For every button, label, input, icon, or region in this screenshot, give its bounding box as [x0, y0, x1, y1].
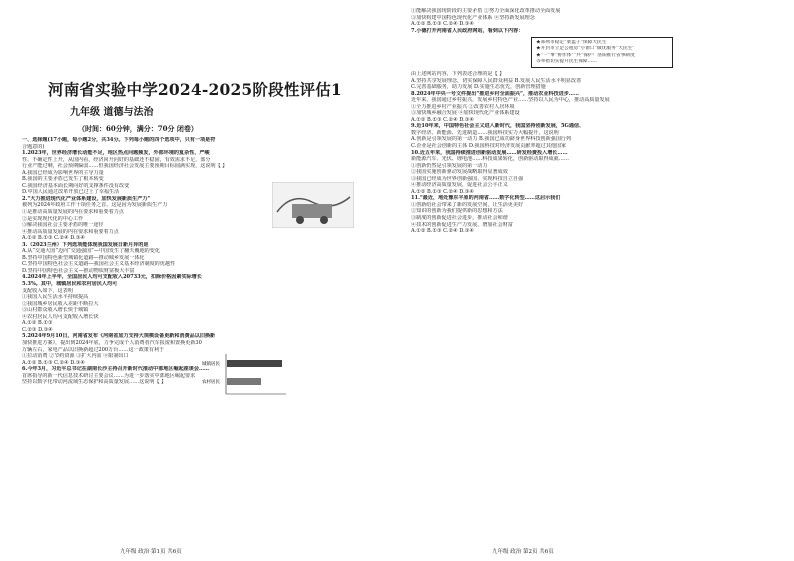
left-lines-line: 2.“大力推进现代化产业体系建设，加快发展新质生产力”: [22, 195, 151, 202]
left-lines-line: ②我国城乡居民收入差距不断拉大: [22, 300, 99, 307]
income-chart: [200, 352, 288, 396]
subject-line: 九年级 道德与法治: [70, 107, 154, 118]
left-lines-line: 5.3%。其中，城镇居民和农村居民人均可: [22, 281, 118, 288]
right-lines-line: A.坚持共享发展理念，切实保障人民群众利益 B.发展人民生活水平明显改善: [411, 77, 582, 84]
right-lines-line: 8.2024年中央一号文件提出“推进乡村全面振兴”，推动农业科技进步……: [411, 90, 579, 97]
left-lines-line: ①是推动高质量发展的内在要求和重要着力点: [22, 209, 124, 216]
left-lines-line: A.①② B.①③ C.②④ D.③④: [22, 359, 85, 366]
left-lines-line: 4.2024年上半年，全国居民人均可支配收入20733元，扣除价格因素实际增长: [22, 274, 202, 281]
right-lines-line: ③制度的创新促进社会进步，推动社会和谐: [411, 215, 508, 222]
right-lines-line: A.创新是引领发展的第一动力 B.我国已成功跻身世界科技创新强国行列: [411, 136, 571, 143]
left-lines-line: B.坚持中国特色新型城镇化道路—推动城乡发展一体化: [22, 254, 145, 261]
right-lines-line: A.①② B.①③ C.②④ D.③④: [411, 228, 474, 235]
right-lines-line: ②知识的创新为我们提供新的思想和方法: [411, 208, 503, 215]
page-title: 河南省实验中学2024-2025阶段性评估1: [48, 80, 342, 99]
right-lines-line: ②我国实施创新驱动发展战略取得显著成效: [411, 169, 508, 176]
left-lines-line: 6.今年3月，习近平总书记在湖南长沙主持召开新时代推动中部地区崛起座谈会……: [22, 366, 210, 373]
left-lines-line: 首席指导的新一代信息技术研讨主要会议……为进一步落实中部地区崛起要求: [22, 372, 196, 379]
right-lines-top-line: 7.小德打开河南省人民政府网站，看到以下内容：: [411, 27, 524, 34]
box-lines-line: 等举措切实提升民生保障……: [536, 58, 597, 64]
left-lines-line: 一、选择题(17小题，每小题2分，共34分。下列每小题的四个选项中，只有一项是符: [22, 137, 216, 143]
left-lines-line: 支配收入如下，这表明: [22, 287, 73, 294]
city-bar: [227, 360, 282, 367]
right-lines-line: C.企业是社会创新的主体 D.我国科技对经济发展贡献率超过其他国家: [411, 143, 567, 150]
illustration-image: [272, 182, 354, 228]
right-lines-line: ①创新仍然是引领发展的第一动力: [411, 162, 488, 169]
left-questions: [22, 137, 389, 386]
rural-label: 农村居民: [202, 380, 220, 385]
left-lines-line: C.坚持中国特色社会主义道路—我国社会主义基本经济制度的优越性: [22, 261, 176, 268]
city-label: 城镇居民: [202, 362, 220, 367]
left-lines-line: 5.2024年9月10日，河南省发布《河南省加力支持大规模设备更新和消费品以旧换新: [22, 333, 216, 340]
left-lines-line: ②是实现现代化的中心工作: [22, 215, 84, 222]
left-lines-line: A.①② B.①③: [22, 320, 53, 327]
left-lines-line: ④农村居民人均可支配收入增长快: [22, 313, 99, 320]
right-lines-line: 10.近五年来，我国持续推进创新驱动发展……研发经费投入增长……: [411, 149, 568, 156]
left-lines-line: A.我国已经成为影响世界的主导力量: [22, 169, 104, 176]
left-lines-line: 1.2023年，世界经济增长动能不足，地区热点问题频发，外部环境的复杂性、严峻: [22, 150, 210, 157]
left-lines-line: 3.（2023兰州）下列选项能体现我国发展日新月异的是: [22, 241, 149, 248]
right-lines-top-line: A.①② B.①③ C.②④ D.③④: [411, 21, 474, 28]
left-lines-line: C.我国经济基本面长期向好的支撑条件没有改变: [22, 182, 130, 189]
left-lines-line: A.①② B.①③ C.②④ D.③④: [22, 235, 85, 242]
left-lines-line: ③解决我国社会主要矛盾的唯一途径: [22, 222, 104, 229]
left-lines-line: 行业产能过剩，社会预期偏弱……但我国经济社会发展主要预期目标圆满实现，这说明【 】: [22, 163, 228, 170]
right-lines-line: A.①② B.①③ C.②④ D.③④: [411, 116, 474, 123]
right-lines-line: A.①② B.①③ C.②④ D.③④: [411, 188, 474, 195]
left-lines-line: A.从“交通大国”迈向“交通强国”—中国发生了翻天覆地的变化: [22, 248, 160, 255]
left-lines-line: C.②③ D.③④: [22, 326, 53, 333]
right-lines-top-line: ①能解决我国现阶段的主要矛盾 ②努力全面深化改革推动全面发展: [411, 8, 561, 14]
right-lines-line: ①创新给社会带来了新的发展空间，让生活更美好: [411, 201, 524, 208]
news-box: [531, 37, 673, 68]
box-lines-line: ★开封市立足公租房“小窗口”做优服务“大民生”: [536, 46, 635, 52]
left-lines-line: B.我国的主要矛盾已发生了根本转变: [22, 176, 104, 183]
box-lines-line: ★“一”事“协作体”“共”保护！洛阳推行省事制度: [536, 52, 635, 58]
right-lines-line: 近年来，我国通过乡村振兴，发展乡村特色产业……坚持以人民为中心，推动高质量发展: [411, 97, 610, 104]
right-lines-line: 9.近10年来，中国特色社会主义进入新时代，我国坚持创新发展，5G通信、: [411, 123, 585, 130]
box-lines-line: ★郑州市稳定“菜篮子”保障大民生: [536, 40, 607, 46]
left-lines-line: 加快推进方案》，提出到2024年底，力争完成个人消费者汽车报废和置换更新30: [22, 339, 202, 346]
right-lines-top-line: ③加快构建中国特色现代化产业体系 ④坚持新发展理念: [411, 14, 535, 21]
left-lines-line: 坚持以数字化带动河流域生态保护和高质量发展……这说明【 】: [22, 379, 167, 386]
footer-right: 九年级 政治 第2页 共6页: [492, 549, 554, 555]
right-questions: [411, 71, 784, 235]
right-lines-line: 数字经济、新能源、先进制造……我国科技实力大幅提升，这说明: [411, 129, 559, 136]
right-lines-line: ④技术的创新促进生产力发展，增加社会财富: [411, 221, 513, 228]
left-lines-line: 性、不确定性上升，从国内看，经济回升向好的基础还不稳固，有效需求不足，部分: [22, 156, 211, 163]
right-lines-line: 11.“最近，地处豫东平原的河南省……数字化转型……这启示我们: [411, 195, 561, 202]
news-box-lines: [536, 40, 668, 65]
left-lines-line: 合题意的): [22, 143, 45, 150]
left-lines-line: 被列为2024年政府工作十项任务之首。这是因为发展新质生产力: [22, 202, 168, 209]
rural-bar: [227, 378, 261, 385]
right-page: [397, 0, 794, 561]
left-lines-line: ④推动高质量发展的内在要求和重要着力点: [22, 228, 119, 235]
left-lines-line: ①我国人民生活水平持续提高: [22, 294, 89, 301]
right-lines-line: ④推动经济高质量发展，促进社会公平正义: [411, 182, 508, 189]
exam-meta: （时间：60分钟，满分：70分 闭卷）: [78, 124, 198, 133]
left-lines-line: 万辆左右，家电产品以旧换新超过200万台……这一政策有利于: [22, 346, 165, 353]
left-lines-line: D.中国人民通过改革开放已过上了幸福生活: [22, 189, 120, 196]
right-lines-line: 新能源汽车、光伏、锂电池……科技成果转化，创新驱动取得成就……: [411, 156, 569, 163]
left-lines-line: D.坚持中国特色社会主义—推动物质财富极大丰富: [22, 267, 135, 274]
right-lines-line: C.完善基础服务，助力发展 D.实施生态优先，创新管理措施: [411, 84, 546, 91]
right-lines-line: ①全力推进乡村产业振兴 ②改善农村人居环境: [411, 103, 515, 110]
footer-left: 九年级 政治 第1页 共6页: [120, 549, 182, 555]
right-lines-line: ③我国已经成为世界创新强国，实现科技自立自强: [411, 175, 524, 182]
left-lines-line: ③山村群众收入增长快于城镇: [22, 307, 89, 314]
right-questions-top: [411, 8, 784, 34]
left-lines-line: ①拉动消费 ②节约资源 ③扩大内需 ④限制出口: [22, 353, 129, 360]
right-lines-line: 由上述网站内容，下列表述合理的是【 】: [411, 71, 505, 77]
right-lines-line: ③加快城乡融合发展 ④加快现代化产业体系建设: [411, 110, 520, 117]
